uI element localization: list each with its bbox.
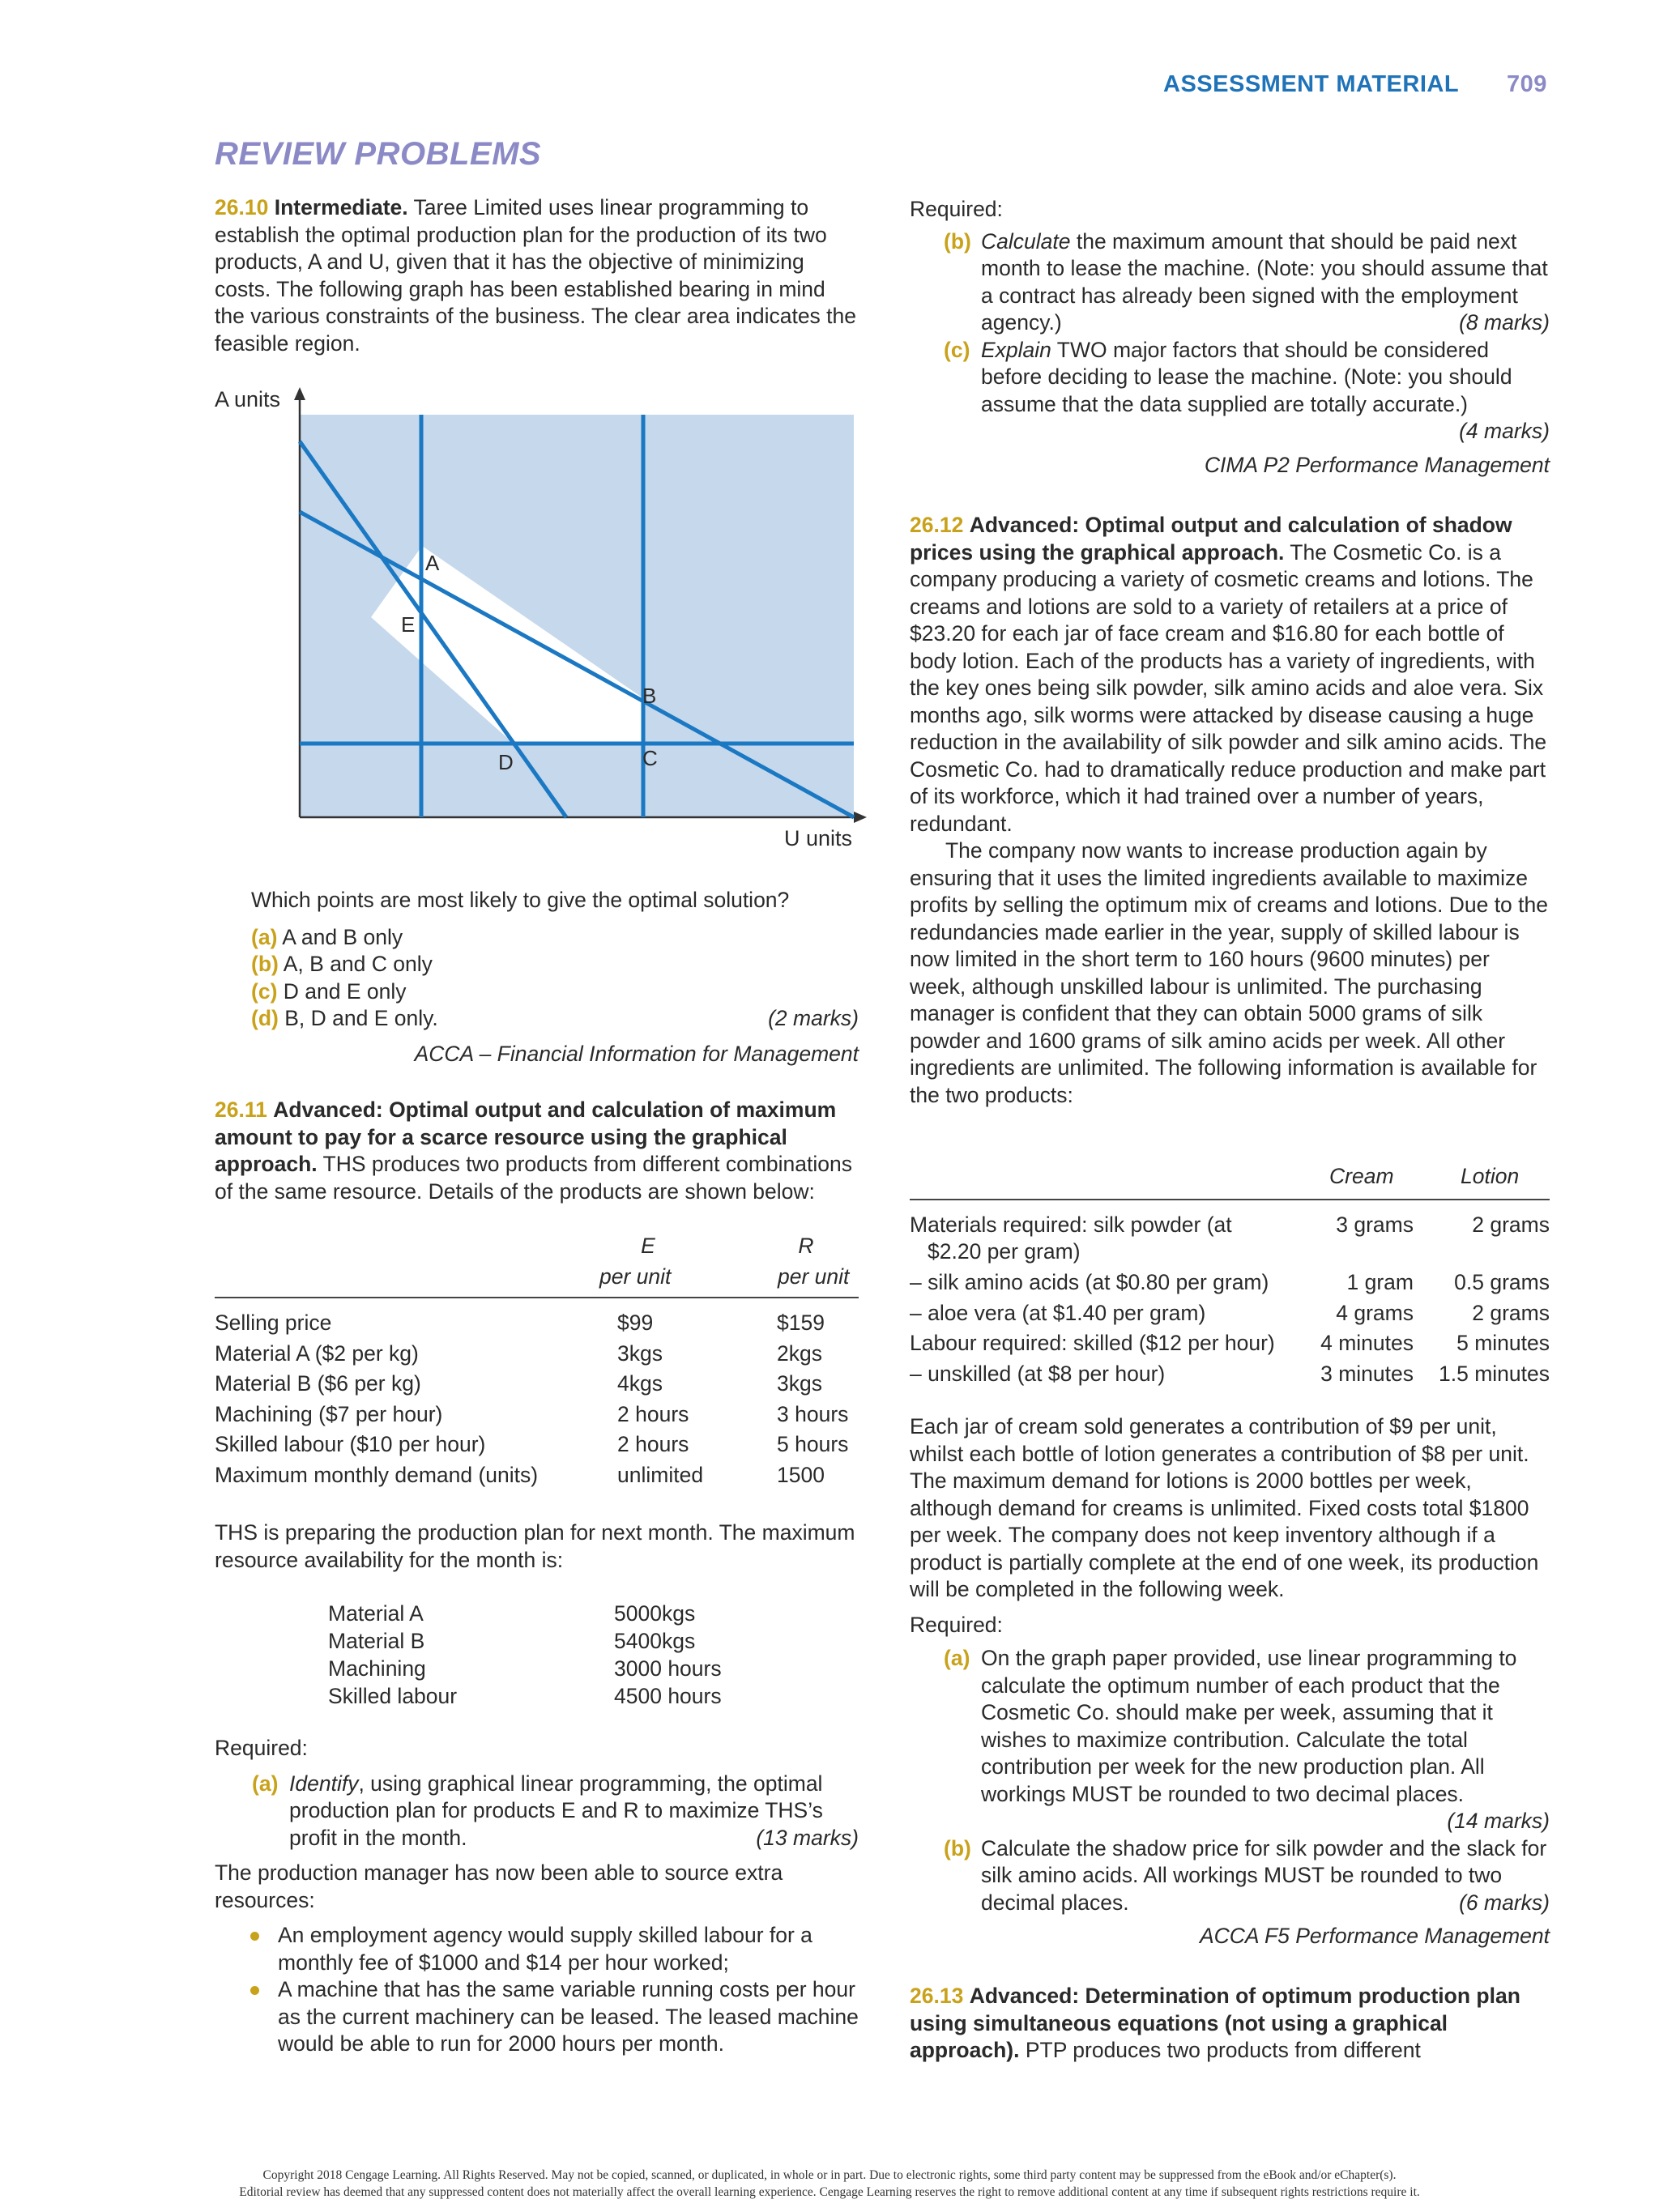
list-item: Material A 5000kgs <box>328 1601 696 1626</box>
extra-resources-intro: The production manager has now been able to source extra resources: <box>215 1860 783 1912</box>
question-26-11-part-a <box>215 1735 859 2058</box>
part-b: (b) Calculate the maximum amount that should be paid next month to lease the machine. (Note: you should assume that a contract has already been signed with the employment agency.) (8 marks) <box>944 228 1550 337</box>
col-header-e: E <box>641 1234 655 1258</box>
option-a: (a) A and B only <box>251 924 403 949</box>
question-title: Advanced: Optimal output and calculation of shadow prices using the graphical approach. <box>910 513 1512 565</box>
option-d: (d) B, D and E only. (2 marks) <box>251 1005 859 1033</box>
copyright-line-1: Copyright 2018 Cengage Learning. All Rights Reserved. May not be copied, scanned, or duplicated, in whole or in part. Due to electronic rights, some third party content may be suppressed from the eBook and/or eChapter(s). <box>262 2168 1397 2182</box>
cosmetic-product-table <box>910 1163 1550 1391</box>
table-row: – aloe vera (at $1.40 per gram) 4 grams 2 grams <box>910 1300 1550 1325</box>
point-label-b: B <box>642 684 657 708</box>
col-subheader-e: per unit <box>599 1264 672 1289</box>
table-subheader-row <box>215 1264 859 1294</box>
question-text: PTP produces two products from different <box>1025 2038 1421 2062</box>
paragraph: The Cosmetic Co. is a company producing a variety of cosmetic creams and lotions. The creams and lotions are sold to a variety of retailers at a price of $23.20 for each jar of face cream and $16.80 for each bottle of body lotion. Each of the products has a variety of ingredients, with the key ones being silk powder, silk amino acids and aloe vera. Six months ago, silk worms were attacked by disease causing a huge reduction in the availability of silk powder and silk amino acids. The Cosmetic Co. had to dramatically reduce production and make part of its workforce, which it had trained over a number of years, redundant. <box>910 539 1547 836</box>
table-row: Labour required: skilled ($12 per hour) 4 minutes 5 minutes <box>910 1331 1550 1355</box>
x-axis-label: U units <box>784 826 853 850</box>
point-label-c: C <box>642 746 658 770</box>
bullet-dot <box>250 1986 259 1995</box>
table-row-continuation: $2.20 per gram) <box>928 1239 1081 1264</box>
section-title: REVIEW PROBLEMS <box>215 136 542 172</box>
part-c: (c) Explain TWO major factors that should be considered before deciding to lease the machine. (Note: you should assume that the data supplied are totally accurate.) <box>944 337 1512 416</box>
option-b: (b) A, B and C only <box>251 952 433 976</box>
marks: (14 marks) <box>1447 1809 1550 1833</box>
question-26-10-options <box>251 887 859 1068</box>
col-header-r: R <box>798 1234 814 1258</box>
running-title: ASSESSMENT MATERIAL <box>1163 71 1460 97</box>
question-title: Advanced: Determination of optimum production plan using simultaneous equations (not using a graphical approach). <box>910 1984 1520 2062</box>
required-label: Required: <box>910 197 1003 221</box>
table-row: Material A ($2 per kg) 3kgs 2kgs <box>215 1340 822 1366</box>
part-b: (b) Calculate the shadow price for silk powder and the slack for silk amino acids. All workings MUST be rounded to two decimal places. (6 marks) <box>944 1835 1550 1917</box>
copyright-footer <box>0 2167 1659 2201</box>
question-26-12-text <box>910 512 1550 1109</box>
question-text: Taree Limited uses linear programming to establish the optimal production plan for the production of its two products, A and U, given that it has the objective of minimizing costs. The following graph has been established bearing in mind the various constraints of the business. The clear area indicates the feasible region. <box>215 195 857 356</box>
bullet-dot <box>250 1932 259 1941</box>
question-number: 26.13 <box>910 1984 964 2008</box>
table-row: Skilled labour ($10 per hour) 2 hours 5 hours <box>215 1432 849 1456</box>
question-number: 26.11 <box>215 1097 267 1122</box>
availability-intro: THS is preparing the production plan for next month. The maximum resource availability for the month is: <box>215 1520 855 1572</box>
bullet-item: An employment agency would supply skilled labour for a monthly fee of $1000 and $14 per hour worked; <box>215 1922 859 1976</box>
marks: (13 marks) <box>756 1825 859 1850</box>
question-text: THS produces two products from different combinations of the same resource. Details of the products are shown below: <box>215 1152 853 1204</box>
page-number: 709 <box>1507 71 1547 97</box>
question-26-10-intro <box>215 194 859 357</box>
y-axis-label: A units <box>215 387 281 411</box>
table-row: – silk amino acids (at $0.80 per gram) 1 gram 0.5 grams <box>910 1270 1550 1294</box>
ths-product-table <box>215 1233 859 1492</box>
col-header-lotion: Lotion <box>1461 1164 1520 1188</box>
table-row: Materials required: silk powder (at 3 grams 2 grams <box>910 1212 1550 1237</box>
list-item: Machining 3000 hours <box>328 1656 722 1681</box>
part-a: (a) Identify, using graphical linear programming, the optimal production plan for products E and R to maximize THS’s profit in the month. (13 marks) <box>252 1771 859 1852</box>
question-26-11-continued <box>910 196 1550 479</box>
lp-graph <box>212 381 868 863</box>
question-prompt: Which points are most likely to give the optimal solution? <box>251 888 790 912</box>
question-source: CIMA P2 Performance Management <box>1204 452 1550 477</box>
question-level: Intermediate. <box>274 195 408 219</box>
x-axis-arrow <box>854 812 867 823</box>
paragraph: Each jar of cream sold generates a contribution of $9 per unit, whilst each bottle of lotion generates a contribution of $8 per unit. The maximum demand for lotions is 2000 bottles per week, although demand for creams is unlimited. Fixed costs total $1800 per week. The company does not keep inventory although if a product is partially complete at the end of one week, its production will be completed in the following week. <box>910 1414 1539 1601</box>
question-number: 26.12 <box>910 513 964 537</box>
point-label-a: A <box>425 551 440 575</box>
table-row: Maximum monthly demand (units) unlimited 1500 <box>215 1462 825 1487</box>
table-header-row <box>215 1233 859 1264</box>
question-26-11-intro <box>215 1097 859 1205</box>
question-source: ACCA F5 Performance Management <box>1199 1924 1550 1948</box>
required-label: Required: <box>215 1736 308 1760</box>
availability-list <box>215 1601 859 1711</box>
paragraph: The company now wants to increase production again by ensuring that it uses the limited ingredients available to maximize profits by selling the optimum mix of creams and lotions. Due to the redundancies made earlier in the year, supply of skilled labour is now limited in the short term to 160 hours (9600 minutes) per week, although unskilled labour is unlimited. The purchasing manager is confident that they can obtain 5000 grams of silk powder and 1600 grams of silk amino acids per week. All other ingredients are unlimited. The following information is available for the two products: <box>910 838 1548 1107</box>
part-a: (a) On the graph paper provided, use linear programming to calculate the optimum number of each product that the Cosmetic Co. should make per week, assuming that it wishes to maximize contribution. Calculate the total contribution per week for the new production plan. All workings MUST be rounded to two decimal places. <box>944 1646 1517 1806</box>
table-row: Selling price $99 $159 <box>215 1311 825 1335</box>
table-header-row <box>910 1163 1550 1194</box>
marks: (4 marks) <box>1459 419 1550 443</box>
question-26-13-intro <box>910 1983 1550 2065</box>
bullet-item: A machine that has the same variable running costs per hour as the current machinery can be leased. The leased machine would be able to run for 2000 hours per month. <box>215 1976 859 2058</box>
table-row: Machining ($7 per hour) 2 hours 3 hours <box>215 1401 849 1426</box>
col-header-cream: Cream <box>1329 1164 1394 1188</box>
marks: (8 marks) <box>1459 310 1550 335</box>
table-rule <box>910 1199 1550 1200</box>
copyright-line-2: Editorial review has deemed that any suppressed content does not materially affect the overall learning experience. Cengage Learning reserves the right to remove additional content at any time if subsequent rights restrictions require it. <box>239 2185 1420 2199</box>
question-number: 26.10 <box>215 195 269 219</box>
question-title: Advanced: Optimal output and calculation of maximum amount to pay for a scarce resource using the graphical approach. <box>215 1097 837 1176</box>
question-26-12-requirements <box>910 1413 1550 1950</box>
table-row: – unskilled (at $8 per hour) 3 minutes 1.5 minutes <box>910 1361 1550 1386</box>
option-c: (c) D and E only <box>251 978 407 1004</box>
y-axis-arrow <box>294 387 305 400</box>
list-item: Material B 5400kgs <box>328 1629 696 1653</box>
point-label-d: D <box>498 750 514 774</box>
marks: (6 marks) <box>1459 1890 1550 1915</box>
lp-graph-svg <box>212 381 868 859</box>
point-label-e: E <box>401 612 416 637</box>
marks: (2 marks) <box>768 1006 859 1030</box>
required-label: Required: <box>910 1612 1003 1637</box>
question-source: ACCA – Financial Information for Management <box>414 1041 859 1066</box>
col-subheader-r: per unit <box>778 1264 850 1289</box>
table-row: Material B ($6 per kg) 4kgs 3kgs <box>215 1371 822 1396</box>
list-item: Skilled labour 4500 hours <box>328 1684 722 1708</box>
table-rule <box>215 1297 859 1298</box>
